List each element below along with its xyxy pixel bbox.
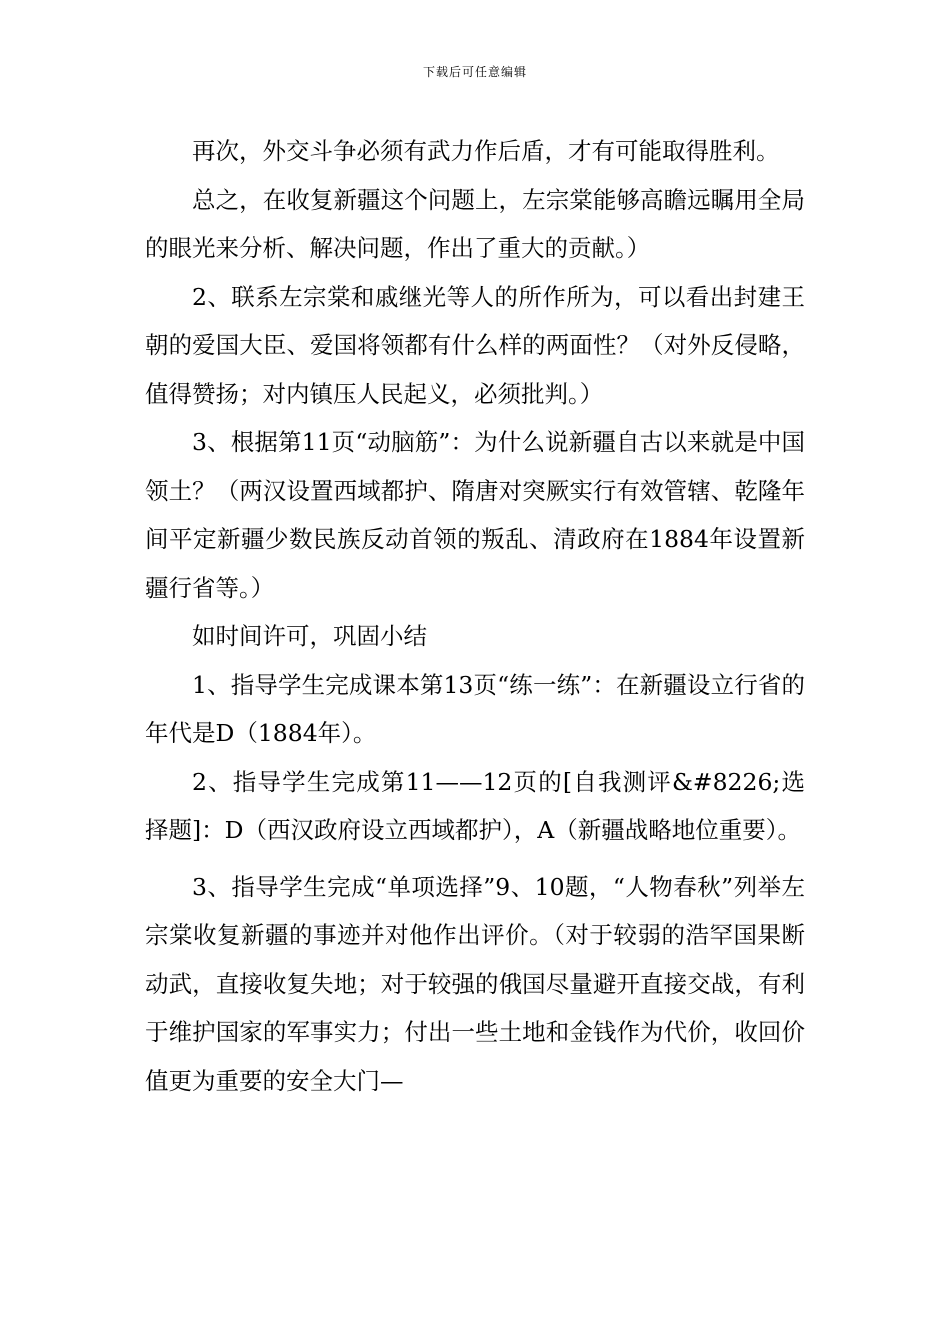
- paragraph-question-3: 3、根据第11页“动脑筋”：为什么说新疆自古以来就是中国领土？（两汉设置西域都护、隋唐对突厥实行有效管辖、乾隆年间平定新疆少数民族反动首领的叛乱、清政府在1884年设置新疆行省等。）: [145, 428, 805, 602]
- page-header: 下载后可任意编辑: [422, 65, 527, 79]
- document-body: [145, 127, 805, 1105]
- paragraph-question-2: 2、联系左宗棠和戚继光等人的所作所为，可以看出封建王朝的爱国大臣、爱国将领都有什么样的两面性？（对外反侵略，值得赞扬；对内镇压人民起义，必须批判。）: [145, 282, 805, 408]
- paragraph-exercise-1: 1、指导学生完成课本第13页“练一练”：在新疆设立行省的年代是D（1884年）。: [145, 670, 805, 747]
- paragraph-armed-backing: 再次，外交斗争必须有武力作后盾，才有可能取得胜利。: [192, 137, 780, 165]
- paragraph-exercise-3: 3、指导学生完成“单项选择”9、10题，“人物春秋”列举左宗棠收复新疆的事迹并对他作出评价。（对于较弱的浩罕国果断动武，直接收复失地；对于较强的俄国尽量避开直接交战，有利于维护国家的军事实力；付出一些土地和金钱作为代价，收回价值更为重要的安全大门—: [145, 872, 805, 1095]
- paragraph-consolidation-heading: 如时间许可，巩固小结: [192, 622, 427, 650]
- paragraph-summary: 总之，在收复新疆这个问题上，左宗棠能够高瞻远瞩用全局的眼光来分析、解决问题，作出了重大的贡献。）: [145, 185, 805, 262]
- paragraph-exercise-2: 2、指导学生完成第11——12页的[自我测评&#8226;选择题]：D（西汉政府设立西域都护），A（新疆战略地位重要）。: [145, 767, 805, 844]
